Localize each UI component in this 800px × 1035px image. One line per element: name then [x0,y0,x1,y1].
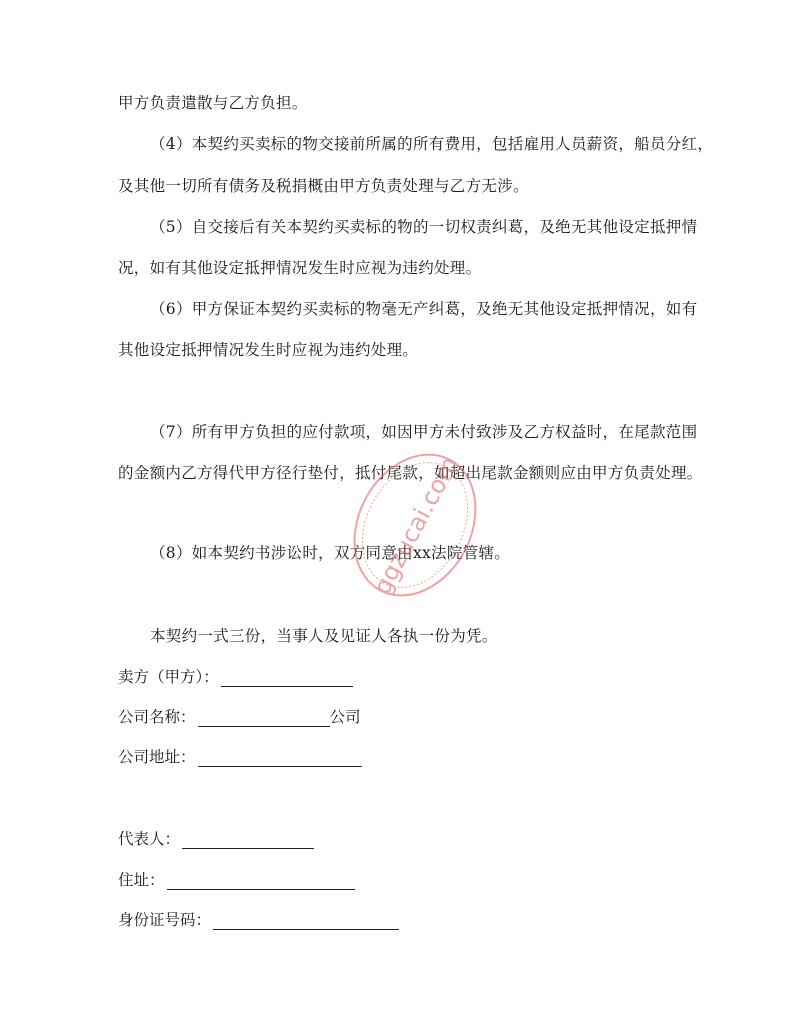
company-address-label: 公司地址： [118,748,196,766]
company-suffix: 公司 [329,708,361,726]
paragraph-5-line-2: 况，如有其他设定抵押情况发生时应视为违约处理。 [118,259,482,277]
copies-statement: 本契约一式三份，当事人及见证人各执一份为凭。 [150,627,498,645]
paragraph-7-line-1: （7）所有甲方负担的应付款项，如因甲方未付致涉及乙方权益时，在尾款范围 [150,423,698,441]
id-number-label: 身份证号码： [118,911,212,929]
paragraph-6-line-1: （6）甲方保证本契约买卖标的物毫无产纠葛，及绝无其他设定抵押情况，如有 [150,300,698,318]
seller-field [118,667,353,687]
paragraph-6-line-2: 其他设定抵押情况发生时应视为违约处理。 [118,341,419,359]
company-name-label: 公司名称： [118,708,196,726]
paragraph-7-line-2: 的金额内乙方得代甲方径行垫付，抵付尾款，如超出尾款金额则应由甲方负责处理。 [118,464,703,482]
id-number-blank [213,913,399,930]
representative-blank [182,832,314,849]
paragraph-8: （8）如本契约书涉讼时，双方同意由xx法院管辖。 [150,544,511,562]
seller-blank [221,670,353,687]
company-name-blank [198,710,330,727]
address-blank [167,873,355,890]
company-address-field [118,747,362,767]
address-field [118,870,355,890]
watermark-text: ggzucai.com [367,451,464,600]
paragraph-4-line-1: （4）本契约买卖标的物交接前所属的所有费用，包括雇用人员薪资，船员分红， [150,135,714,153]
address-label: 住址： [118,871,165,889]
seller-label: 卖方（甲方）： [118,668,219,686]
company-address-blank [198,750,362,767]
paragraph-5-line-1: （5）自交接后有关本契约买卖标的物的一切权责纠葛，及绝无其他设定抵押情 [150,218,698,236]
representative-field [118,829,314,849]
company-name-field [118,707,361,727]
representative-label: 代表人： [118,830,181,848]
paragraph-4-line-2: 及其他一切所有债务及税捐概由甲方负责处理与乙方无涉。 [118,177,529,195]
id-number-field [118,910,399,930]
paragraph-3-end: 甲方负责遣散与乙方负担。 [118,94,308,112]
